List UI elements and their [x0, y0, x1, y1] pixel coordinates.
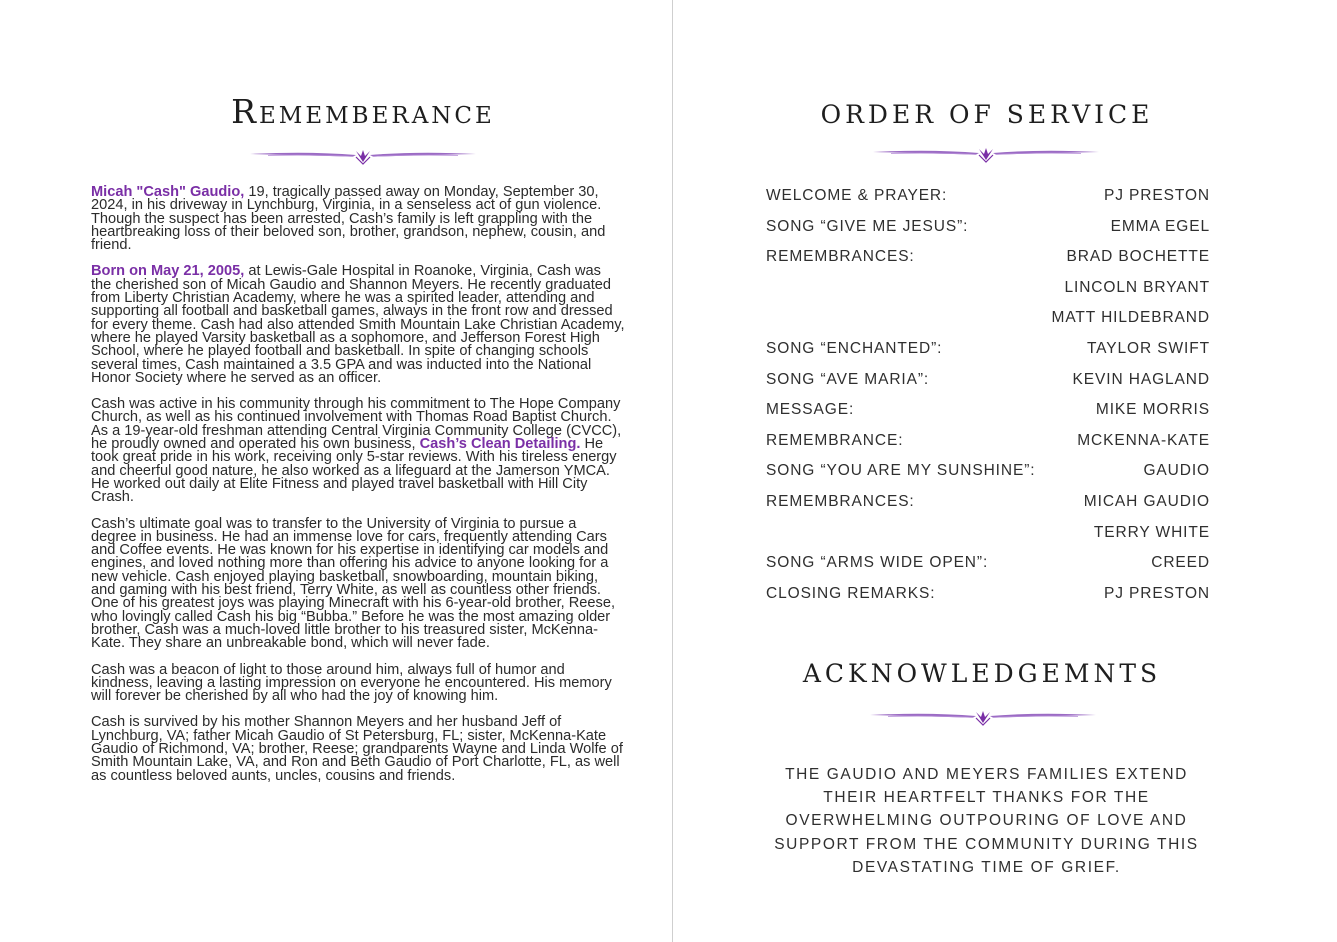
highlight-birth: Born on May 21, 2005, — [91, 263, 245, 280]
paragraph-text: at Lewis-Gale Hospital in Roanoke, Virginia, Cash was the cherished son of Micah Gaudio and Shannon Meyers. He recently graduated from Liberty Christian Academy, where he was a spirited leader, attending and supporting all football and basketball games, always in the front row and dressed for every theme. Cash had also attended Smith Mountain Lake Christian Academy, where he played Varsity basketball as a sophomore, and Jefferson Forest High School, where he played football and basketball. In spite of changing schools several times, Cash maintained a 3.5 GPA and was inducted into the National Honor Society where he served as an officer. — [91, 263, 625, 386]
obituary-paragraph-2 — [91, 265, 625, 385]
service-row — [766, 273, 1210, 304]
service-item-name: TERRY WHITE — [1093, 523, 1210, 541]
service-row — [766, 334, 1210, 365]
service-item-label: SONG “GIVE ME JESUS”: — [766, 217, 969, 235]
service-row — [766, 303, 1210, 334]
page-title-rememberance: Rememberance — [231, 92, 495, 131]
acknowledgements-text: THE GAUDIO AND MEYERS FAMILIES EXTEND THEIR HEARTFELT THANKS FOR THE OVERWHELMING OUTPOURING OF LOVE AND SUPPORT FROM THE COMMUNITY DURING THIS DEVASTATING TIME OF GRIEF. — [774, 766, 1199, 876]
paragraph-text: He took great pride in his work, receiving only 5-star reviews. With his tireless energy and cheerful good nature, he also worked as a lifeguard at the Jamerson YMCA. He worked out daily at Elite Fitness and played travel basketball with Hill City Crash. — [91, 436, 617, 506]
service-item-name: MICAH GAUDIO — [1083, 492, 1210, 510]
wing-flourish-icon — [868, 709, 1098, 727]
service-item-label: REMEMBRANCES: — [766, 492, 915, 510]
service-item-name: MATT HILDEBRAND — [1051, 309, 1210, 327]
service-row — [766, 181, 1210, 212]
service-item-label: CLOSING REMARKS: — [766, 584, 936, 602]
obituary-paragraph-6: Cash is survived by his mother Shannon Meyers and her husband Jeff of Lynchburg, VA; father Micah Gaudio of St Petersburg, FL; sister, McKenna-Kate Gaudio of Richmond, VA; brother, Reese; grandparents Wayne and Linda Wolfe of Smith Mountain Lake, VA, and Ron and Beth Gaudio of Port Charlotte, FL, as well as countless beloved aunts, uncles, cousins and friends. — [91, 714, 623, 784]
service-row — [766, 426, 1210, 457]
order-of-service-title: ORDER OF SERVICE — [820, 100, 1154, 129]
highlight-business: Cash’s Clean Detailing. — [419, 436, 581, 453]
right-page — [673, 0, 1337, 942]
service-item-name: PJ PRESTON — [1103, 187, 1210, 204]
wing-flourish-icon — [871, 146, 1101, 164]
service-item-label: SONG “ARMS WIDE OPEN”: — [766, 554, 989, 572]
service-row — [766, 456, 1210, 487]
obituary-paragraph-5: Cash was a beacon of light to those around him, always full of humor and kindness, leaving a lasting impression on everyone he encountered. His memory will forever be cherished by all who had the joy of knowing him. — [91, 661, 612, 705]
obituary-paragraph-4: Cash’s ultimate goal was to transfer to the University of Virginia to pursue a degree in business. He had an immense love for cars, frequently attending Cars and Coffee events. He was known for his expertise in identifying car models and engines, and loved nothing more than offering his advice to anyone looking for a new vehicle. Cash enjoyed playing basketball, snowboarding, mountain biking, and gaming with his best friend, Terry White, as well as countless other friends. One of his greatest joys was playing Minecraft with his 6-year-old brother, Reese, who lovingly called Cash his big “Bubba.” Before he was the most amazing older brother, Cash was a much-loved little brother to his treasured sister, McKenna-Kate. They share an unbreakable bond, which will never fade. — [91, 515, 615, 652]
service-row — [766, 548, 1210, 579]
order-of-service-list — [766, 181, 1210, 609]
service-item-name: KEVIN HAGLAND — [1072, 370, 1210, 388]
service-item-name: PJ PRESTON — [1103, 584, 1210, 602]
service-item-label: SONG “YOU ARE MY SUNSHINE”: — [766, 462, 1036, 480]
obituary-paragraph-1 — [91, 186, 625, 252]
service-item-name: EMMA EGEL — [1110, 217, 1210, 235]
service-row — [766, 242, 1210, 273]
service-item-label: WELCOME & PRAYER: — [766, 187, 948, 204]
paragraph-text: 19, tragically passed away on Monday, September 30, 2024, in his driveway in Lynchburg, Virginia, in a senseless act of gun violence. Though the suspect has been arrested, Cash’s family is left grappling with the heartbreaking loss of their beloved son, brother, grandson, nephew, cousin, and friend. — [91, 184, 606, 254]
service-item-name: MIKE MORRIS — [1095, 401, 1210, 419]
service-row — [766, 212, 1210, 243]
service-row — [766, 395, 1210, 426]
service-item-label: SONG “ENCHANTED”: — [766, 339, 943, 357]
service-item-name: CREED — [1151, 554, 1210, 572]
service-item-name: GAUDIO — [1143, 462, 1210, 480]
acknowledgements-title: ACKNOWLEDGEMNTS — [802, 659, 1162, 688]
obituary-text — [91, 186, 625, 796]
obituary-paragraph-3 — [91, 398, 625, 504]
service-item-label: MESSAGE: — [766, 401, 855, 419]
service-row — [766, 518, 1210, 549]
service-item-name: BRAD BOCHETTE — [1066, 248, 1210, 266]
highlight-name: Micah "Cash" Gaudio, — [91, 184, 245, 200]
wing-flourish-icon — [248, 148, 478, 166]
service-item-label: REMEMBRANCES: — [766, 248, 915, 266]
service-item-name: TAYLOR SWIFT — [1086, 339, 1210, 357]
service-item-label: REMEMBRANCE: — [766, 431, 904, 449]
service-item-name: MCKENNA-KATE — [1077, 431, 1210, 449]
paragraph-text: Cash was active in his community through his commitment to The Hope Company Church, as well as his continued involvement with Thomas Road Baptist Church. As a 19-year-old freshman attending Central Virginia Community College (CVCC), he proudly owned and operated his own business, — [91, 396, 622, 453]
service-row — [766, 365, 1210, 396]
service-item-name: LINCOLN BRYANT — [1064, 278, 1210, 296]
service-item-label: SONG “AVE MARIA”: — [766, 370, 930, 388]
service-row — [766, 579, 1210, 610]
service-row — [766, 487, 1210, 518]
